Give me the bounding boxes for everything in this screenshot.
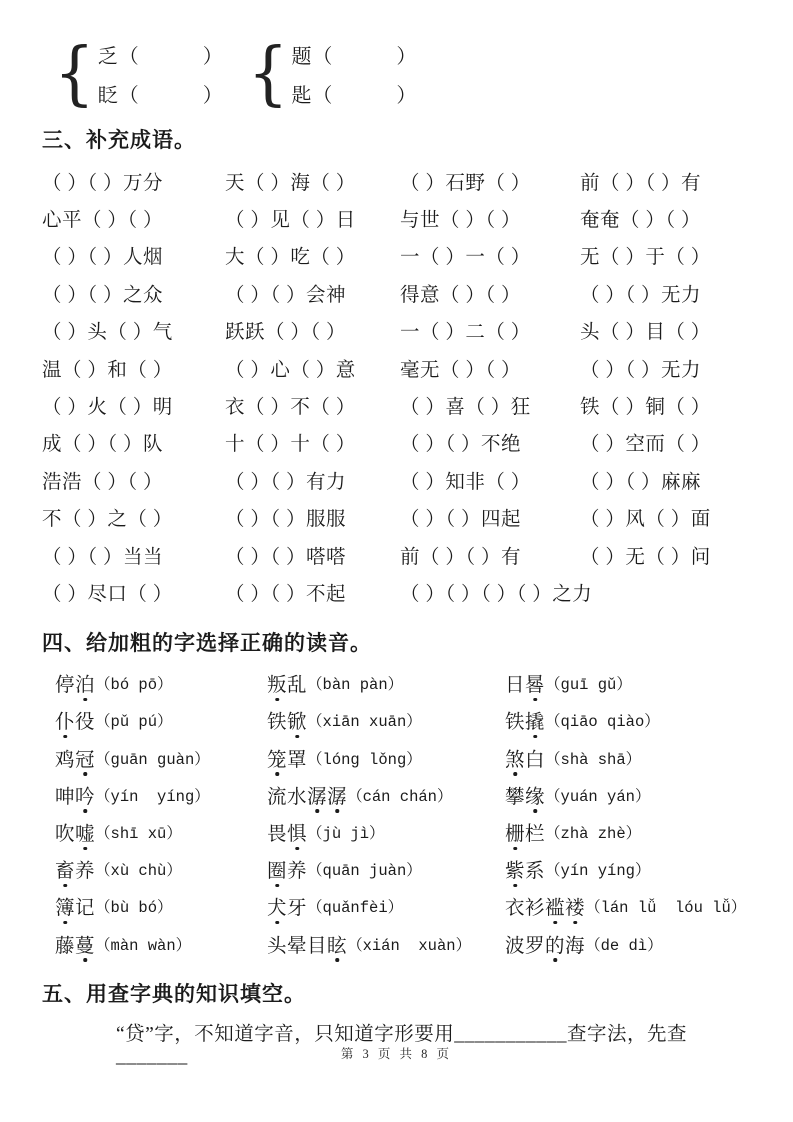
idiom-group: 一（ ）二（ ） [400, 322, 531, 344]
pron-word: 仆役 [55, 706, 95, 734]
pron-item [55, 851, 267, 888]
idiom-line [42, 536, 755, 573]
idiom-group: 前（ ）（ ）有 [580, 172, 702, 194]
pron-pinyin: （xù chù） [95, 862, 182, 881]
pron-item [267, 888, 505, 925]
idiom-line [42, 461, 755, 498]
idiom-line [42, 386, 755, 423]
pron-item [505, 665, 755, 702]
pron-word: 畏惧 [267, 818, 307, 846]
idiom-group: （ ）心（ ）意 [225, 359, 356, 381]
idiom-group: 一（ ）一（ ） [400, 247, 531, 269]
pron-item [267, 851, 505, 888]
idiom-line [42, 424, 755, 461]
character-blank-line: 题（ ） [291, 46, 418, 68]
idiom-group: 大（ ）吃（ ） [225, 247, 356, 269]
idiom-group: 成（ ）（ ）队 [42, 434, 164, 456]
pron-pinyin: （cán chán） [347, 787, 453, 806]
pron-word: 畜养 [55, 855, 95, 883]
character-blank-line: 匙（ ） [291, 85, 418, 107]
idiom-lines [42, 162, 755, 611]
idiom-group: 与世（ ）（ ） [400, 210, 522, 232]
pron-word: 圈养 [267, 855, 307, 883]
idiom-line [42, 573, 755, 610]
idiom-group: （ ）（ ）万分 [42, 172, 164, 194]
idiom-line [42, 162, 755, 199]
pron-pinyin: （màn wàn） [95, 936, 192, 955]
bracket-group-2 [247, 34, 418, 114]
idiom-group: （ ）（ ）四起 [400, 509, 522, 531]
idiom-group: （ ）尽口（ ） [42, 583, 173, 605]
pron-word: 日晷 [505, 669, 545, 697]
pron-pinyin: （yín yíng） [545, 862, 651, 881]
idiom-line [42, 349, 755, 386]
idiom-group: （ ）火（ ）明 [42, 397, 173, 419]
idiom-line [42, 499, 755, 536]
pron-item [55, 776, 267, 813]
pron-word: 笼罩 [267, 744, 307, 772]
idiom-group: （ ）无（ ）问 [580, 546, 711, 568]
pron-item [505, 888, 755, 925]
pron-pinyin: （bù bó） [95, 899, 173, 918]
bracket-group-1 [54, 34, 224, 114]
pron-word: 攀缘 [505, 781, 545, 809]
idiom-group: （ ）（ ）嗒嗒 [225, 546, 347, 568]
idiom-line [42, 274, 755, 311]
pron-item [267, 739, 505, 776]
pron-item [505, 851, 755, 888]
pron-pinyin: （lán lǚ lóu lǚ） [585, 899, 747, 918]
dictionary-fill-text: “贷”字，不知道字音，只知道字形要用___________查字法，先查_______ [116, 1024, 688, 1068]
idiom-group: 毫无（ ）（ ） [400, 359, 522, 381]
bracket-group-1-lines [98, 40, 224, 108]
left-brace-icon: { [54, 34, 95, 114]
pron-pinyin: （bó pō） [95, 676, 173, 695]
idiom-group: （ ）（ ）（ ）（ ）之力 [400, 583, 593, 605]
idiom-line [42, 237, 755, 274]
pron-item [267, 776, 505, 813]
character-blank-line: 乏（ ） [97, 46, 224, 68]
idiom-group: （ ）（ ）不起 [225, 583, 347, 605]
idiom-group: 无（ ）于（ ） [580, 247, 711, 269]
idiom-group: 得意（ ）（ ） [400, 284, 522, 306]
section-three-heading: 三、补充成语。 [42, 129, 196, 152]
idiom-group: 奄奄（ ）（ ） [580, 210, 702, 232]
pron-pinyin: （quǎnfèi） [307, 899, 404, 918]
idiom-group: （ ）（ ）不绝 [400, 434, 522, 456]
idiom-group: （ ）（ ）无力 [580, 359, 702, 381]
idiom-group: 浩浩（ ）（ ） [42, 471, 164, 493]
pron-pinyin: （quān juàn） [307, 862, 422, 881]
idiom-group: 衣（ ）不（ ） [225, 397, 356, 419]
pron-pinyin: （bàn pàn） [307, 676, 404, 695]
idiom-group: 十（ ）十（ ） [225, 434, 356, 456]
idiom-group: （ ）喜（ ）狂 [400, 397, 531, 419]
pron-word: 犬牙 [267, 892, 307, 920]
pron-item [55, 739, 267, 776]
pron-item [55, 665, 267, 702]
idiom-group: 头（ ）目（ ） [580, 322, 711, 344]
idiom-group: （ ）风（ ）面 [580, 509, 711, 531]
pron-item [267, 702, 505, 739]
pron-item [505, 739, 755, 776]
pron-word: 煞白 [505, 744, 545, 772]
pron-word: 鸡冠 [55, 744, 95, 772]
idiom-group: 前（ ）（ ）有 [400, 546, 522, 568]
idiom-line [42, 312, 755, 349]
pron-word: 头晕目眩 [267, 930, 347, 958]
pron-pinyin: （shà shā） [545, 750, 642, 769]
idiom-group: （ ）知非（ ） [400, 471, 531, 493]
pron-word: 流水潺潺 [267, 781, 347, 809]
idiom-group: （ ）（ ）会神 [225, 284, 347, 306]
idiom-group: （ ）（ ）服服 [225, 509, 347, 531]
pron-item [505, 813, 755, 850]
page-number-footer: 第 3 页 共 8 页 [340, 1047, 453, 1061]
pron-item [267, 925, 505, 962]
pron-item [55, 888, 267, 925]
pron-pinyin: （zhà zhè） [545, 825, 642, 844]
idiom-group: （ ）（ ）有力 [225, 471, 347, 493]
pron-word: 呻吟 [55, 781, 95, 809]
pronunciation-grid [55, 665, 755, 963]
idiom-group: （ ）见（ ）日 [225, 210, 356, 232]
pron-pinyin: （shī xū） [95, 825, 182, 844]
idiom-group: （ ）石野（ ） [400, 172, 531, 194]
idiom-group: （ ）头（ ）气 [42, 322, 173, 344]
pron-pinyin: （qiāo qiào） [545, 713, 660, 732]
section-four-heading: 四、给加粗的字选择正确的读音。 [42, 631, 372, 655]
pron-pinyin: （pǔ pú） [95, 713, 173, 732]
pron-item [55, 702, 267, 739]
pron-item [55, 925, 267, 962]
pron-pinyin: （xiān xuān） [307, 713, 422, 732]
pron-word: 藤蔓 [55, 930, 95, 958]
idiom-group: 跃跃（ ）（ ） [225, 322, 347, 344]
idiom-group: 心平（ ）（ ） [42, 210, 164, 232]
pron-item [505, 925, 755, 962]
pron-pinyin: （de dì） [585, 936, 663, 955]
idiom-group: 铁（ ）铜（ ） [580, 397, 711, 419]
idiom-group: （ ）（ ）无力 [580, 284, 702, 306]
pron-item [267, 665, 505, 702]
pron-item [267, 813, 505, 850]
pron-pinyin: （guī gǔ） [545, 676, 632, 695]
idiom-group: （ ）空而（ ） [580, 434, 711, 456]
pron-word: 紫系 [505, 855, 545, 883]
idiom-line [42, 199, 755, 236]
section-five-heading: 五、用查字典的知识填空。 [42, 983, 306, 1007]
pron-word: 吹嘘 [55, 818, 95, 846]
character-bracket-groups [54, 34, 755, 114]
idiom-group: （ ）（ ）麻麻 [580, 471, 702, 493]
pron-word: 栅栏 [505, 818, 545, 846]
left-brace-icon: { [247, 34, 289, 114]
pron-word: 衣衫褴褛 [505, 892, 585, 920]
character-blank-line: 眨（ ） [97, 85, 224, 107]
pron-item [505, 776, 755, 813]
pron-word: 停泊 [55, 669, 95, 697]
pron-pinyin: （yín yíng） [95, 787, 210, 806]
pron-item [55, 813, 267, 850]
pron-word: 铁锨 [267, 706, 307, 734]
idiom-group: 温（ ）和（ ） [42, 359, 173, 381]
idiom-group: 不（ ）之（ ） [42, 509, 173, 531]
pron-pinyin: （guān guàn） [95, 750, 210, 769]
idiom-group: （ ）（ ）当当 [42, 546, 164, 568]
pron-word: 波罗的海 [505, 930, 585, 958]
pron-item [505, 702, 755, 739]
pron-word: 叛乱 [267, 669, 307, 697]
pron-pinyin: （yuán yán） [545, 787, 651, 806]
idiom-group: （ ）（ ）人烟 [42, 247, 164, 269]
pron-pinyin: （xián xuàn） [347, 936, 472, 955]
pron-pinyin: （lóng lǒng） [307, 750, 422, 769]
pron-pinyin: （jù jì） [307, 825, 385, 844]
pron-word: 簿记 [55, 892, 95, 920]
idiom-group: （ ）（ ）之众 [42, 284, 164, 306]
idiom-group: 天（ ）海（ ） [225, 172, 356, 194]
pron-word: 铁撬 [505, 706, 545, 734]
bracket-group-2-lines [291, 40, 417, 108]
